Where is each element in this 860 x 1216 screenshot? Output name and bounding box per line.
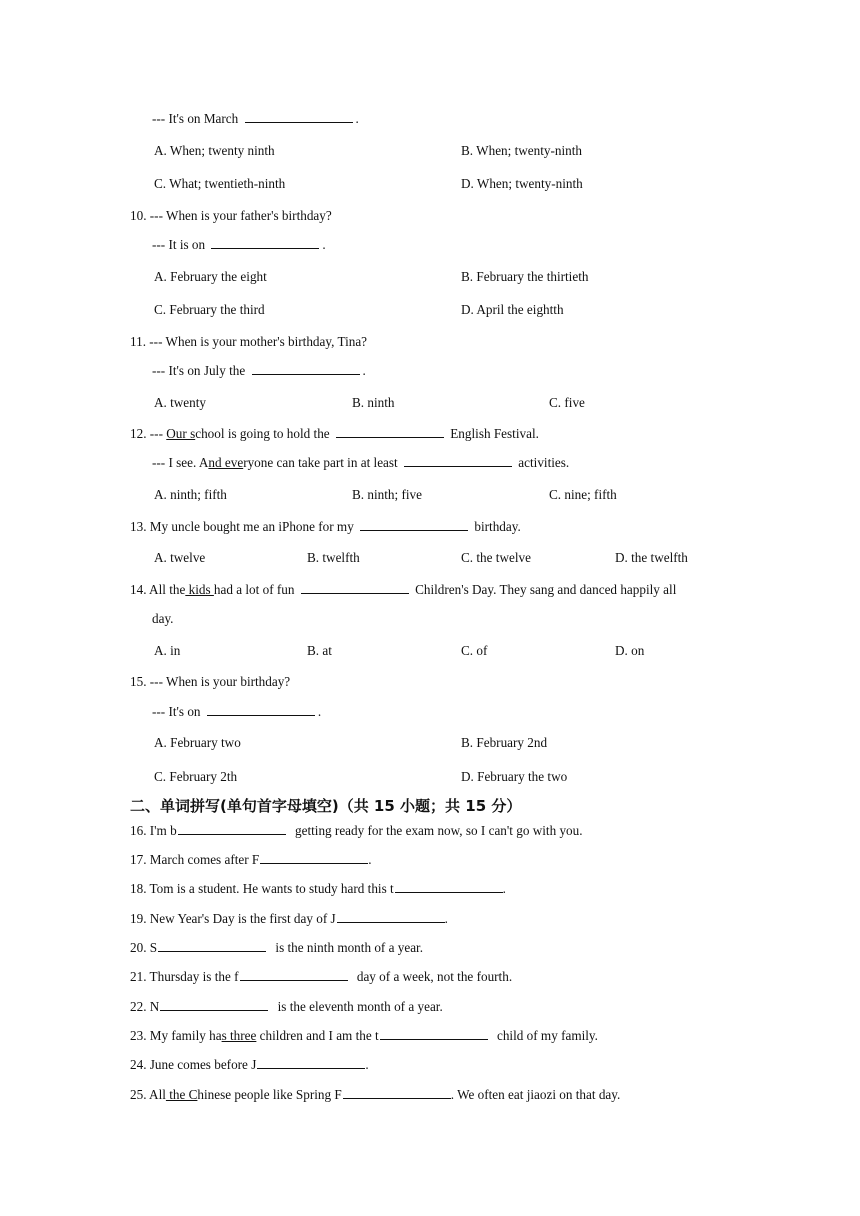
- q11-option-c[interactable]: C. five: [549, 395, 585, 410]
- q25-text-end: . We often eat jiaozi on that day.: [450, 1087, 621, 1102]
- q9-option-d[interactable]: D. When; twenty-ninth: [461, 176, 583, 191]
- q13-option-d[interactable]: D. the twelfth: [615, 550, 688, 565]
- q12-option-c[interactable]: C. nine; fifth: [549, 487, 617, 502]
- q17-blank[interactable]: [260, 851, 368, 864]
- q10-question: 10. --- When is your father's birthday?: [130, 208, 332, 223]
- q14-option-d[interactable]: D. on: [615, 643, 645, 658]
- q12-q-part3: chool is going to hold the: [195, 426, 333, 441]
- section-2-title: 二、单词拼写(单句首字母填空)（共 15 小题；共 15 分）: [130, 797, 522, 815]
- q12-option-b[interactable]: B. ninth; five: [352, 487, 422, 502]
- q9-option-c[interactable]: C. What; twentieth-ninth: [154, 176, 286, 191]
- q14-option-c[interactable]: C. of: [461, 643, 488, 658]
- q15-blank[interactable]: [207, 703, 315, 716]
- q12-a-part4: activities.: [515, 455, 570, 470]
- q10-blank[interactable]: [211, 236, 319, 249]
- q25: [130, 1086, 620, 1104]
- q25-underlined: the C: [165, 1087, 198, 1102]
- q24: [130, 1056, 369, 1074]
- q14-option-a[interactable]: A. in: [154, 643, 181, 658]
- q13-text: 13. My uncle bought me an iPhone for my: [130, 519, 358, 534]
- q15-answer-end: .: [317, 704, 322, 719]
- q11-blank[interactable]: [252, 362, 360, 375]
- q9-option-b[interactable]: B. When; twenty-ninth: [461, 143, 582, 158]
- q13-text-end: birthday.: [471, 519, 521, 534]
- q17-text: 17. March comes after F: [130, 852, 260, 867]
- q12-question: [130, 425, 539, 443]
- q18: [130, 880, 506, 898]
- q14-blank[interactable]: [301, 581, 409, 594]
- q19: [130, 910, 448, 928]
- q9-answer-text: --- It's on March: [152, 111, 242, 126]
- q23-underlined: s three: [221, 1028, 257, 1043]
- q11-option-b[interactable]: B. ninth: [352, 395, 395, 410]
- q12-a-part1: --- I see. A: [152, 455, 209, 470]
- q15-answer-text: --- It's on: [152, 704, 204, 719]
- q12-a-underlined: nd eve: [208, 455, 244, 470]
- q18-text: 18. Tom is a student. He wants to study hard this t: [130, 881, 394, 896]
- q22-blank[interactable]: [160, 998, 268, 1011]
- q15-option-d[interactable]: D. February the two: [461, 769, 568, 784]
- q21-blank[interactable]: [240, 968, 348, 981]
- q9-option-a[interactable]: A. When; twenty ninth: [154, 143, 275, 158]
- q10-answer-text: --- It is on: [152, 237, 209, 252]
- q23-part3: children and I am the t: [256, 1028, 379, 1043]
- q11-answer-text: --- It's on July the: [152, 363, 249, 378]
- q20: [130, 939, 423, 957]
- q15-option-c[interactable]: C. February 2th: [154, 769, 238, 784]
- q22-text-end: is the eleventh month of a year.: [274, 999, 443, 1014]
- q24-blank[interactable]: [257, 1056, 365, 1069]
- q12-blank-1[interactable]: [336, 425, 444, 438]
- q11-answer-end: .: [362, 363, 366, 378]
- q10-answer-line: [152, 236, 326, 254]
- q9-answer-end: .: [355, 111, 359, 126]
- q16-text-end: getting ready for the exam now, so I can't go with you.: [291, 823, 583, 838]
- q23-blank[interactable]: [380, 1027, 488, 1040]
- q21-text: 21. Thursday is the f: [130, 969, 239, 984]
- q10-option-d[interactable]: D. April the eightth: [461, 302, 564, 317]
- q14-underlined: kids: [185, 582, 214, 597]
- q10-answer-end: .: [322, 237, 326, 252]
- q18-blank[interactable]: [395, 880, 503, 893]
- q15-question: 15. --- When is your birthday?: [130, 674, 291, 689]
- q10-option-b[interactable]: B. February the thirtieth: [461, 269, 589, 284]
- q22-text: 22. N: [130, 999, 160, 1014]
- q24-text-end: .: [365, 1057, 369, 1072]
- q25-part3: hinese people like Spring F: [197, 1087, 342, 1102]
- q16: [130, 822, 583, 840]
- q12-q-part4: English Festival.: [446, 426, 539, 441]
- q11-question: 11. --- When is your mother's birthday, Tina?: [130, 334, 368, 349]
- q24-text: 24. June comes before J: [130, 1057, 257, 1072]
- q13-option-a[interactable]: A. twelve: [154, 550, 206, 565]
- q18-text-end: .: [502, 881, 506, 896]
- q12-q-part1: 12. ---: [130, 426, 167, 441]
- q14-question-cont: day.: [152, 611, 174, 626]
- q23: [130, 1027, 598, 1045]
- q15-option-a[interactable]: A. February two: [154, 735, 241, 750]
- q20-blank[interactable]: [158, 939, 266, 952]
- q25-blank[interactable]: [343, 1086, 451, 1099]
- q14-part3: had a lot of fun: [213, 582, 298, 597]
- q23-text-end: child of my family.: [493, 1028, 598, 1043]
- q14-part4: Children's Day. They sang and danced happily all: [411, 582, 677, 597]
- q25-part1: 25. All: [130, 1087, 166, 1102]
- q21-text-end: day of a week, not the fourth.: [353, 969, 513, 984]
- q12-answer-line: [152, 454, 569, 472]
- q16-text: 16. I'm b: [130, 823, 177, 838]
- q23-part1: 23. My family ha: [130, 1028, 222, 1043]
- q12-blank-2[interactable]: [404, 454, 512, 467]
- q11-option-a[interactable]: A. twenty: [154, 395, 207, 410]
- q19-text: 19. New Year's Day is the first day of J: [130, 911, 336, 926]
- q13-option-b[interactable]: B. twelfth: [307, 550, 360, 565]
- q19-blank[interactable]: [337, 910, 445, 923]
- q11-answer-line: [152, 362, 366, 380]
- q17-text-end: .: [368, 852, 372, 867]
- q13-option-c[interactable]: C. the twelve: [461, 550, 531, 565]
- q15-option-b[interactable]: B. February 2nd: [461, 735, 548, 750]
- q12-a-part3: ryone can take part in at least: [243, 455, 401, 470]
- q15-answer-line: [152, 703, 321, 721]
- q14-option-b[interactable]: B. at: [307, 643, 332, 658]
- q12-option-a[interactable]: A. ninth; fifth: [154, 487, 227, 502]
- q10-option-a[interactable]: A. February the eight: [154, 269, 267, 284]
- q17: [130, 851, 372, 869]
- q13-question: [130, 518, 521, 536]
- q9-answer-line: [152, 110, 359, 128]
- q20-text-end: is the ninth month of a year.: [272, 940, 424, 955]
- q22: [130, 998, 443, 1016]
- q13-blank[interactable]: [360, 518, 468, 531]
- q9-blank[interactable]: [245, 110, 353, 123]
- q10-option-c[interactable]: C. February the third: [154, 302, 265, 317]
- q14-question: [130, 581, 676, 599]
- q14-part1: 14. All the: [130, 582, 186, 597]
- q12-q-underlined: Our s: [166, 426, 196, 441]
- q20-text: 20. S: [130, 940, 158, 955]
- q21: [130, 968, 512, 986]
- q19-text-end: .: [444, 911, 448, 926]
- q16-blank[interactable]: [178, 822, 286, 835]
